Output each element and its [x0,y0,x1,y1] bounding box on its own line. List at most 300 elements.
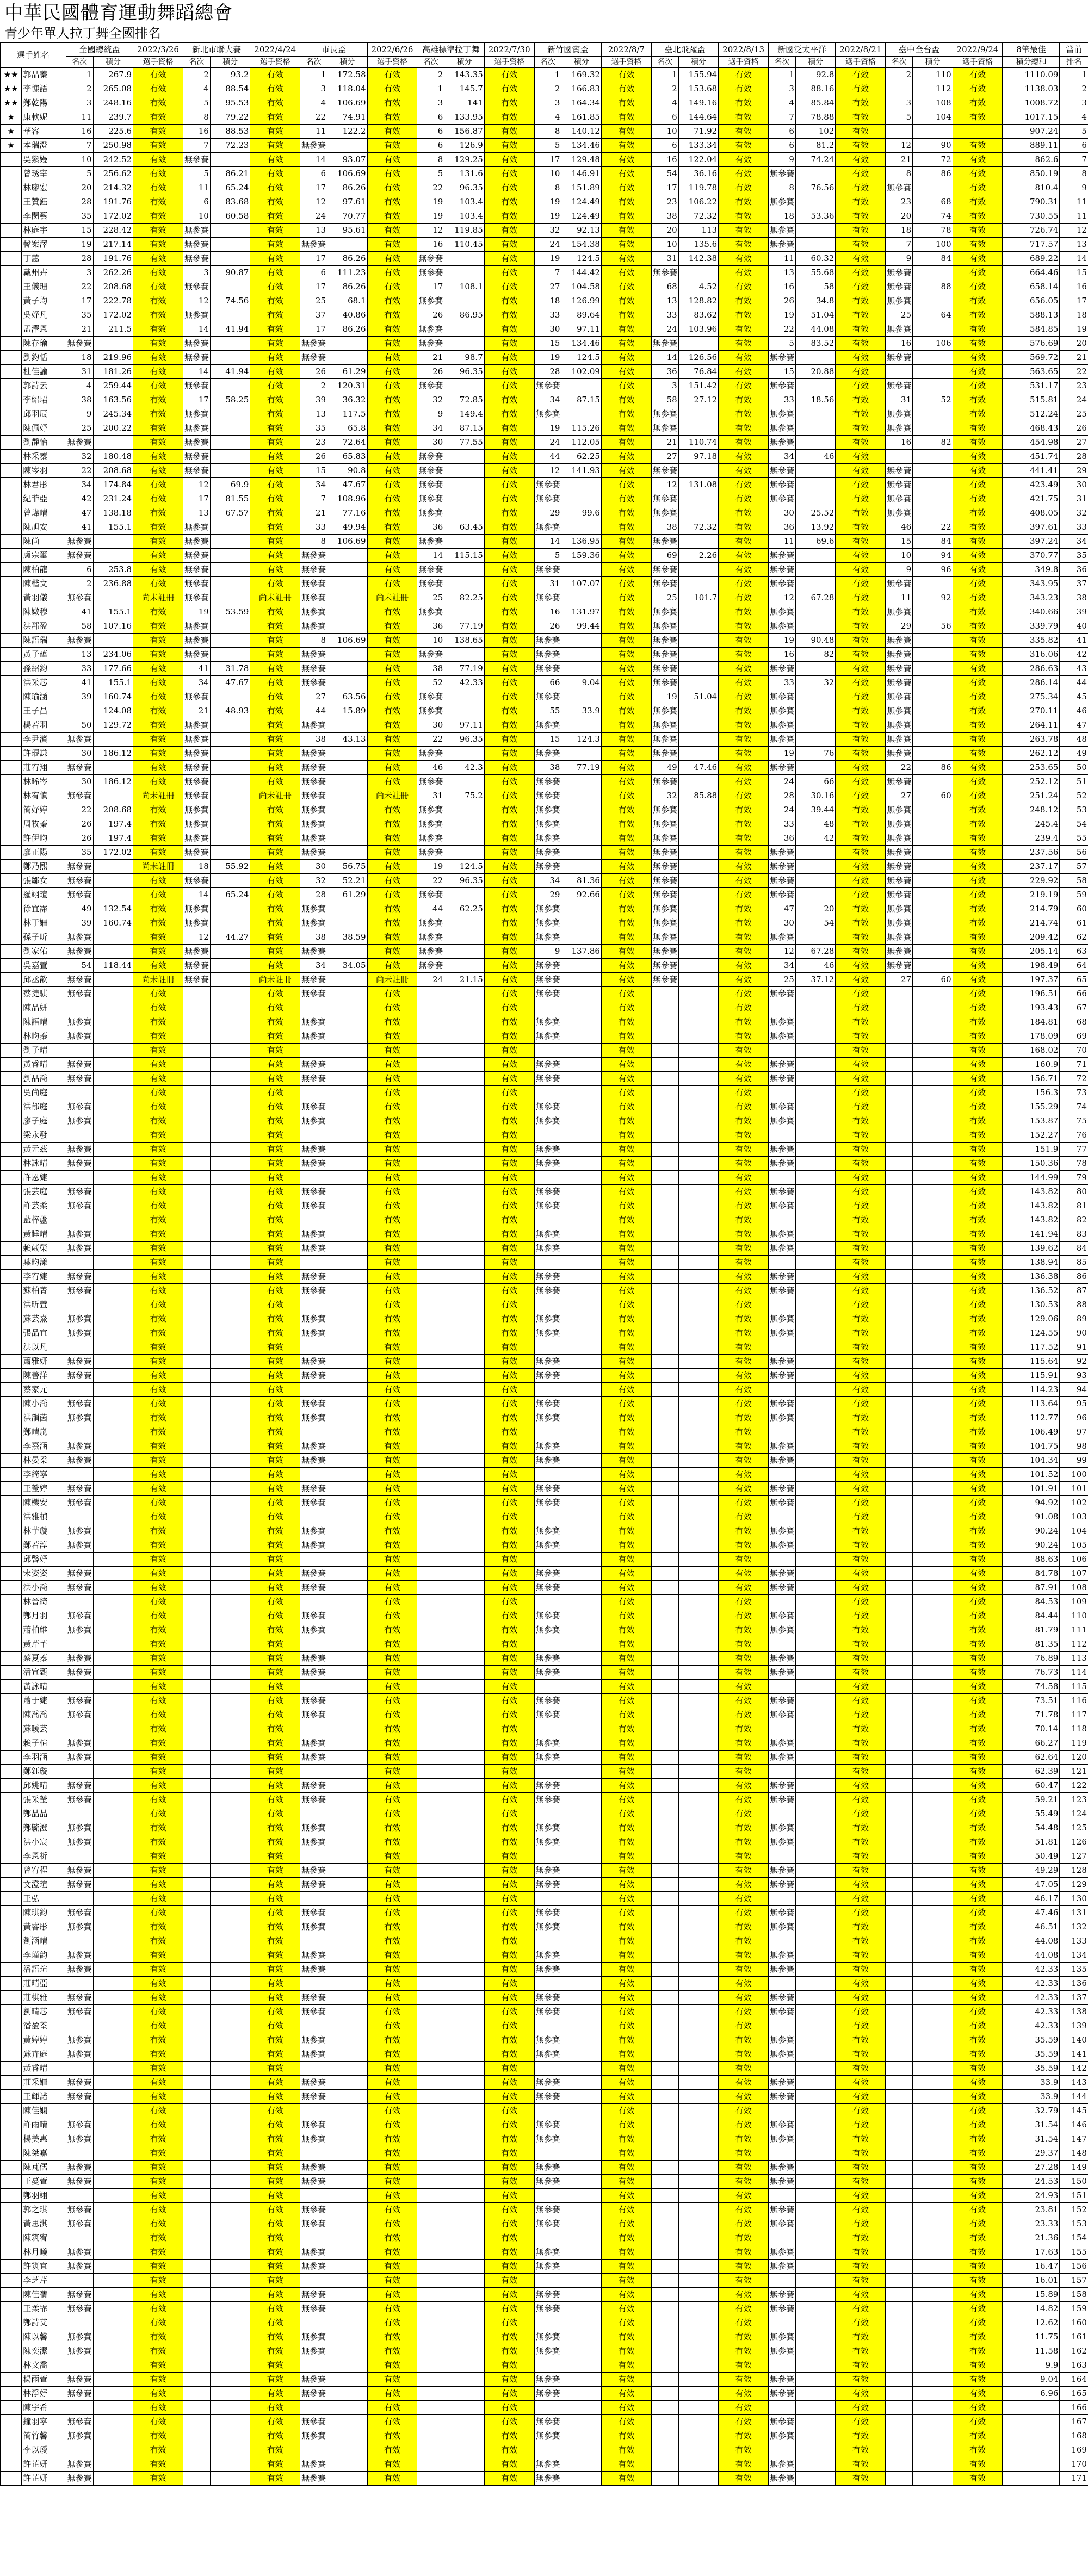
event-rank: 無參賽 [769,2415,796,2429]
table-row [1,535,1088,549]
event-score [327,1849,368,1864]
event-rank [651,2415,678,2429]
event-valid: 有效 [367,464,417,478]
event-score [678,577,719,591]
event-valid: 有效 [133,535,183,549]
event-valid: 有效 [836,2457,886,2472]
event-valid: 有效 [133,1213,183,1227]
event-rank [651,1001,678,1015]
event-valid: 有效 [719,605,769,619]
event-rank: 26 [66,817,93,831]
event-score [327,1482,368,1496]
event-rank: 18 [183,860,210,874]
event-valid: 有效 [719,308,769,322]
event-rank [651,1821,678,1835]
table-row [1,96,1088,110]
event-rank: 無參賽 [66,1821,93,1835]
player-name: 陳瑜涵 [22,690,66,704]
event-score [913,1736,953,1751]
event-valid: 有效 [953,959,1003,973]
event-valid: 有效 [250,549,300,563]
event-valid: 有效 [484,761,534,775]
event-score [327,591,368,605]
event-rank: 8 [769,181,796,195]
event-score [913,1821,953,1835]
current-rank: 22 [1060,365,1088,379]
best8-total: 74.58 [1003,1680,1060,1694]
event-score: 83.62 [678,308,719,322]
current-rank: 12 [1060,224,1088,238]
event-score [561,1567,602,1581]
event-rank: 無參賽 [66,874,93,888]
event-valid: 有效 [719,987,769,1001]
table-row [1,2118,1088,2132]
event-valid: 有效 [367,266,417,280]
event-score: 83.68 [210,195,250,209]
event-score: 234.06 [93,648,133,662]
event-valid: 有效 [953,1637,1003,1652]
event-rank [534,2104,561,2118]
event-score [561,2260,602,2274]
event-score [327,2373,368,2387]
event-rank [417,1468,444,1482]
current-rank: 146 [1060,2118,1088,2132]
event-score [210,1920,250,1934]
event-valid: 有效 [133,1256,183,1270]
event-score [561,2005,602,2019]
event-rank: 無參賽 [300,2288,327,2302]
event-rank [417,1001,444,1015]
event-score [678,1411,719,1425]
event-score [93,1538,133,1553]
event-valid: 有效 [133,322,183,337]
event-score [444,1072,485,1086]
star-marker [1,1326,22,1340]
event-score [93,535,133,549]
event-score [210,591,250,605]
event-score [327,1948,368,1963]
header-valid: 選手資格 [484,57,534,68]
event-rank [886,1553,913,1567]
event-rank: 無參賽 [417,506,444,520]
event-score [444,2302,485,2316]
event-score [444,1581,485,1595]
event-valid: 有效 [719,761,769,775]
event-rank [417,1213,444,1227]
star-marker [1,2175,22,2189]
event-rank: 19 [651,690,678,704]
event-score [210,1538,250,1553]
event-rank: 無參賽 [300,1524,327,1538]
event-valid: 有效 [719,2472,769,2486]
event-score [444,831,485,846]
event-rank: 無參賽 [651,831,678,846]
event-score [913,2316,953,2330]
event-score [913,1708,953,1722]
event-valid: 有效 [836,2104,886,2118]
event-score [210,2217,250,2231]
event-rank: 無參賽 [66,1793,93,1807]
event-valid: 有效 [484,1736,534,1751]
event-valid: 有效 [367,1694,417,1708]
table-row [1,351,1088,365]
event-score [444,1185,485,1199]
event-valid: 有效 [836,1100,886,1114]
current-rank: 94 [1060,1383,1088,1397]
event-score [210,2076,250,2090]
event-rank: 無參賽 [534,1270,561,1284]
player-name: 林采蓁 [22,450,66,464]
event-valid: 有效 [836,1001,886,1015]
event-rank: 30 [66,747,93,761]
player-name: 鄭詩艾 [22,2316,66,2330]
event-rank [183,1963,210,1977]
event-rank: 無參賽 [66,1355,93,1369]
event-valid: 有效 [367,733,417,747]
event-rank: 無參賽 [66,1015,93,1029]
table-row [1,747,1088,761]
event-valid: 有效 [484,563,534,577]
event-rank: 無參賽 [66,1920,93,1934]
best8-total: 730.55 [1003,209,1060,224]
event-score [913,2260,953,2274]
event-valid: 有效 [953,1128,1003,1143]
event-rank: 無參賽 [300,2076,327,2090]
event-score: 149.16 [678,96,719,110]
event-score: 44.08 [795,322,836,337]
event-rank: 無參賽 [651,916,678,930]
event-score: 122.2 [327,125,368,139]
event-valid: 有效 [367,1100,417,1114]
event-valid: 有效 [719,224,769,238]
event-score [93,2457,133,2472]
star-marker [1,492,22,506]
current-rank: 36 [1060,563,1088,577]
event-score [210,436,250,450]
event-rank: 8 [534,181,561,195]
event-score [678,1171,719,1185]
event-score: 231.24 [93,492,133,506]
event-score [327,337,368,351]
event-valid: 有效 [836,1143,886,1157]
event-rank [417,2033,444,2047]
best8-total: 664.46 [1003,266,1060,280]
event-rank [651,2175,678,2189]
event-score [561,648,602,662]
event-score: 96.35 [444,365,485,379]
event-score [678,676,719,690]
event-rank [417,2302,444,2316]
event-valid: 有效 [953,648,1003,662]
event-score: 60 [913,789,953,803]
event-rank [183,1340,210,1355]
event-valid: 有效 [484,464,534,478]
best8-total: 198.49 [1003,959,1060,973]
event-rank: 無參賽 [66,2415,93,2429]
event-rank: 15 [534,337,561,351]
event-valid: 有效 [484,1213,534,1227]
best8-total: 138.94 [1003,1256,1060,1270]
event-score [795,2401,836,2415]
event-rank [886,1270,913,1284]
event-rank: 無參賽 [183,945,210,959]
event-valid: 有效 [484,1114,534,1128]
event-rank: 無參賽 [534,1482,561,1496]
event-valid: 有效 [953,2104,1003,2118]
event-valid: 有效 [250,1849,300,1864]
event-score: 124.5 [561,252,602,266]
event-valid: 有效 [601,1553,651,1567]
event-score [913,125,953,139]
event-valid: 有效 [133,478,183,492]
event-score [444,2245,485,2260]
event-valid: 有效 [250,1991,300,2005]
event-valid: 有效 [250,1920,300,1934]
event-valid: 有效 [367,1892,417,1906]
event-score [913,450,953,464]
star-marker [1,520,22,535]
event-valid: 有效 [484,1963,534,1977]
event-rank: 無參賽 [300,1708,327,1722]
event-valid: 有效 [601,1524,651,1538]
player-name: 蕭雅妍 [22,1355,66,1369]
current-rank: 108 [1060,1581,1088,1595]
event-valid: 有效 [836,1369,886,1383]
current-rank: 51 [1060,775,1088,789]
best8-total: 862.6 [1003,153,1060,167]
event-valid: 有效 [719,1765,769,1779]
player-name: 蔡捷騏 [22,987,66,1001]
current-rank: 58 [1060,874,1088,888]
event-rank: 無參賽 [769,1609,796,1623]
event-valid: 有效 [719,125,769,139]
event-rank: 58 [66,619,93,634]
event-rank: 無參賽 [183,407,210,421]
best8-total: 340.66 [1003,605,1060,619]
table-row [1,1652,1088,1666]
event-rank [66,1977,93,1991]
star-marker [1,252,22,266]
event-rank: 34 [66,478,93,492]
event-valid: 有效 [367,1920,417,1934]
event-score: 265.08 [93,82,133,96]
event-score [444,803,485,817]
event-rank: 6 [300,167,327,181]
event-rank [183,2429,210,2443]
event-rank [183,2047,210,2062]
star-marker [1,945,22,959]
player-name: 王弘 [22,1892,66,1906]
star-marker [1,902,22,916]
current-rank: 55 [1060,831,1088,846]
event-rank: 無參賽 [183,280,210,294]
best8-total: 15.89 [1003,2288,1060,2302]
event-valid: 有效 [484,817,534,831]
event-rank [651,1991,678,2005]
event-rank: 32 [66,450,93,464]
event-valid: 有效 [250,153,300,167]
event-valid: 有效 [953,2316,1003,2330]
event-rank [886,2146,913,2161]
event-rank [66,1510,93,1524]
event-valid: 有效 [836,1906,886,1920]
event-score [210,1468,250,1482]
event-score [561,1496,602,1510]
event-score [93,2090,133,2104]
event-score [327,1439,368,1454]
event-score [327,2358,368,2373]
table-row [1,577,1088,591]
event-score [327,1044,368,1058]
event-rank: 無參賽 [769,718,796,733]
event-score [678,2429,719,2443]
event-score [210,2104,250,2118]
event-rank [66,1213,93,1227]
event-valid: 有效 [250,2161,300,2175]
event-score [444,379,485,393]
event-valid: 有效 [367,492,417,506]
event-score [444,266,485,280]
event-score [210,1227,250,1242]
event-rank [417,1227,444,1242]
event-rank [886,1029,913,1044]
event-valid: 有效 [484,2062,534,2076]
event-rank: 無參賽 [651,817,678,831]
current-rank: 28 [1060,450,1088,464]
event-rank: 無參賽 [300,351,327,365]
event-valid: 有效 [836,2203,886,2217]
event-score [210,2175,250,2189]
event-valid: 有效 [953,1468,1003,1482]
table-row [1,506,1088,520]
event-score [913,2175,953,2189]
event-score [93,2231,133,2245]
event-valid: 有效 [836,308,886,322]
event-rank: 無參賽 [534,1015,561,1029]
event-rank: 無參賽 [534,2047,561,2062]
event-valid: 有效 [250,520,300,535]
event-valid: 有效 [836,1708,886,1722]
event-rank: 16 [886,436,913,450]
event-rank: 41 [66,676,93,690]
event-valid: 有效 [719,195,769,209]
event-score: 197.4 [93,817,133,831]
event-score [913,1864,953,1878]
event-score: 65.8 [327,421,368,436]
event-valid: 有效 [484,2132,534,2146]
event-valid: 有效 [719,1242,769,1256]
event-valid: 有效 [484,1680,534,1694]
event-score [210,2005,250,2019]
event-score: 88.54 [210,82,250,96]
event-rank: 無參賽 [300,2090,327,2104]
event-rank: 3 [66,96,93,110]
event-rank: 1 [300,68,327,82]
event-valid: 有效 [250,1567,300,1581]
event-score: 107.07 [561,577,602,591]
event-rank: 7 [183,139,210,153]
event-rank: 無參賽 [300,2330,327,2344]
event-valid: 有效 [484,1510,534,1524]
event-score [561,1835,602,1849]
best8-total: 219.19 [1003,888,1060,902]
event-rank: 14 [183,365,210,379]
event-score [210,973,250,987]
event-rank [417,1270,444,1284]
event-score: 131.97 [561,605,602,619]
event-valid: 有效 [953,1878,1003,1892]
event-valid: 有效 [719,1666,769,1680]
event-rank: 6 [769,125,796,139]
event-rank [417,1751,444,1765]
event-score [561,1425,602,1439]
event-score [678,1849,719,1864]
current-rank: 135 [1060,1963,1088,1977]
event-valid: 尚未註冊 [250,973,300,987]
event-rank: 無參賽 [769,1397,796,1411]
event-rank [417,2415,444,2429]
event-valid: 有效 [250,2358,300,2373]
event-score [327,1991,368,2005]
event-rank [183,1242,210,1256]
event-score [93,2217,133,2231]
event-valid: 有效 [953,577,1003,591]
event-rank [651,1623,678,1637]
event-valid: 有效 [133,1143,183,1157]
event-rank: 無參賽 [534,690,561,704]
star-marker [1,2047,22,2062]
event-score [93,1171,133,1185]
event-valid: 有效 [836,407,886,421]
best8-total: 88.63 [1003,1553,1060,1567]
event-score [561,2387,602,2401]
event-rank: 19 [534,351,561,365]
event-rank: 36 [417,520,444,535]
event-score [561,1510,602,1524]
star-marker [1,2231,22,2245]
event-score: 4.52 [678,280,719,294]
event-score [795,1722,836,1736]
event-valid: 有效 [367,2472,417,2486]
event-rank [886,2387,913,2401]
event-valid: 有效 [953,1114,1003,1128]
event-rank [886,2132,913,2146]
event-score [93,1185,133,1199]
event-score: 124.49 [561,195,602,209]
event-valid: 有效 [836,2076,886,2090]
event-rank: 無參賽 [417,379,444,393]
event-valid: 有效 [836,379,886,393]
event-score [795,2118,836,2132]
event-score [327,1637,368,1652]
event-valid: 有效 [250,1722,300,1736]
event-valid: 有效 [953,365,1003,379]
event-rank [886,1425,913,1439]
event-valid: 有效 [133,1044,183,1058]
event-valid: 有效 [953,2231,1003,2245]
current-rank: 114 [1060,1666,1088,1680]
event-score [210,1015,250,1029]
player-name: 李閔藝 [22,209,66,224]
event-valid: 有效 [250,1807,300,1821]
event-valid: 有效 [133,1171,183,1185]
event-score: 118.44 [93,959,133,973]
event-valid: 有效 [133,1652,183,1666]
event-rank [417,2316,444,2330]
event-valid: 有效 [133,2443,183,2457]
event-score [327,1058,368,1072]
current-rank: 154 [1060,2231,1088,2245]
